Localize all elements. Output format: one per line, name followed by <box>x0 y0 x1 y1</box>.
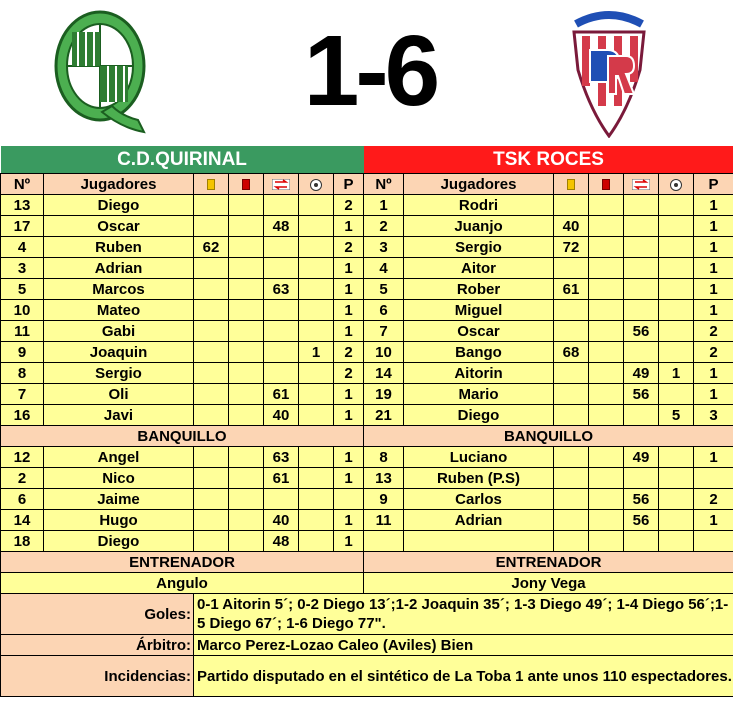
substitution-minute: 48 <box>264 216 299 237</box>
col-number: Nº <box>1 174 44 195</box>
home-bench-heading: BANQUILLO <box>1 426 364 447</box>
substitution-minute <box>624 405 659 426</box>
player-name: Oscar <box>404 321 554 342</box>
player-number: 14 <box>364 363 404 384</box>
player-row <box>1 468 733 489</box>
goals-label: Goles: <box>1 594 194 635</box>
match-header <box>0 0 733 146</box>
away-bench-heading: BANQUILLO <box>364 426 733 447</box>
yellow-card-minute <box>554 300 589 321</box>
referee-label: Árbitro: <box>1 635 194 656</box>
score-points: 1 <box>334 468 364 489</box>
goals <box>659 237 694 258</box>
player-name: Joaquin <box>44 342 194 363</box>
goals <box>299 321 334 342</box>
score-points: 1 <box>694 447 733 468</box>
red-card-icon <box>589 174 624 195</box>
player-name: Juanjo <box>404 216 554 237</box>
player-number: 4 <box>1 237 44 258</box>
yellow-card-minute <box>194 531 229 552</box>
goals <box>299 405 334 426</box>
yellow-card-minute <box>194 321 229 342</box>
substitution-icon <box>624 174 659 195</box>
player-number: 16 <box>1 405 44 426</box>
player-row <box>1 489 733 510</box>
goals <box>299 468 334 489</box>
red-card-minute <box>589 510 624 531</box>
substitution-minute <box>624 279 659 300</box>
substitution-minute: 56 <box>624 510 659 531</box>
score-points: 1 <box>334 405 364 426</box>
red-card-minute <box>589 342 624 363</box>
score-points: 2 <box>694 321 733 342</box>
score-points: 1 <box>694 237 733 258</box>
player-number: 2 <box>1 468 44 489</box>
score-points: 1 <box>694 279 733 300</box>
substitution-minute: 48 <box>264 531 299 552</box>
yellow-card-minute <box>194 279 229 300</box>
yellow-card-minute: 68 <box>554 342 589 363</box>
player-row <box>1 279 733 300</box>
substitution-minute: 40 <box>264 405 299 426</box>
player-number: 18 <box>1 531 44 552</box>
ball-icon <box>659 174 694 195</box>
player-number: 4 <box>364 258 404 279</box>
goals <box>659 216 694 237</box>
red-card-minute <box>229 531 264 552</box>
yellow-card-minute <box>194 258 229 279</box>
incidents-row <box>1 656 733 697</box>
yellow-card-minute <box>194 489 229 510</box>
player-name: Diego <box>404 405 554 426</box>
player-number: 9 <box>1 342 44 363</box>
goals <box>299 237 334 258</box>
goals <box>659 321 694 342</box>
red-card-minute <box>229 195 264 216</box>
goals <box>299 258 334 279</box>
player-row <box>1 321 733 342</box>
ball-icon <box>299 174 334 195</box>
substitution-minute <box>624 258 659 279</box>
player-name: Angel <box>44 447 194 468</box>
goals <box>299 510 334 531</box>
score-points: 2 <box>694 489 733 510</box>
score-points: 1 <box>334 300 364 321</box>
yellow-card-minute: 40 <box>554 216 589 237</box>
red-card-minute <box>229 342 264 363</box>
substitution-minute: 61 <box>264 384 299 405</box>
player-number: 10 <box>364 342 404 363</box>
bench-header-row <box>1 426 733 447</box>
substitution-minute <box>264 363 299 384</box>
substitution-icon <box>264 174 299 195</box>
player-name: Marcos <box>44 279 194 300</box>
col-players: Jugadores <box>404 174 554 195</box>
score-points: 1 <box>694 300 733 321</box>
player-name: Rober <box>404 279 554 300</box>
player-name: Diego <box>44 195 194 216</box>
red-card-minute <box>229 216 264 237</box>
red-card-minute <box>589 447 624 468</box>
goals <box>299 300 334 321</box>
substitution-minute: 56 <box>624 384 659 405</box>
substitution-minute <box>624 216 659 237</box>
incidents-label: Incidencias: <box>1 656 194 697</box>
player-number: 13 <box>364 468 404 489</box>
goals <box>299 489 334 510</box>
substitution-minute <box>624 531 659 552</box>
red-card-minute <box>229 321 264 342</box>
goals <box>659 468 694 489</box>
goals: 1 <box>659 363 694 384</box>
home-coach-heading: ENTRENADOR <box>1 552 364 573</box>
substitution-minute <box>264 237 299 258</box>
player-name: Rodri <box>404 195 554 216</box>
red-card-minute <box>589 363 624 384</box>
yellow-card-minute <box>554 405 589 426</box>
col-players: Jugadores <box>44 174 194 195</box>
coach-row <box>1 573 733 594</box>
player-number: 10 <box>1 300 44 321</box>
home-team-name: C.D.QUIRINAL <box>1 146 364 174</box>
goals <box>659 510 694 531</box>
yellow-card-minute <box>554 489 589 510</box>
player-name: Bango <box>404 342 554 363</box>
yellow-card-minute <box>194 405 229 426</box>
red-card-minute <box>229 363 264 384</box>
yellow-card-minute <box>554 321 589 342</box>
player-number: 11 <box>364 510 404 531</box>
red-card-minute <box>589 300 624 321</box>
red-card-minute <box>229 405 264 426</box>
red-card-minute <box>589 258 624 279</box>
player-number <box>364 531 404 552</box>
goals <box>659 279 694 300</box>
yellow-card-minute <box>554 363 589 384</box>
score-points: 2 <box>334 195 364 216</box>
away-team-name: TSK ROCES <box>364 146 733 174</box>
score-points: 1 <box>334 384 364 405</box>
substitution-minute: 49 <box>624 447 659 468</box>
player-number: 2 <box>364 216 404 237</box>
substitution-minute <box>264 321 299 342</box>
player-row <box>1 384 733 405</box>
goals <box>299 447 334 468</box>
column-header-row <box>1 174 733 195</box>
substitution-minute: 56 <box>624 489 659 510</box>
player-number: 13 <box>1 195 44 216</box>
player-name: Miguel <box>404 300 554 321</box>
player-row <box>1 363 733 384</box>
yellow-card-minute: 72 <box>554 237 589 258</box>
player-row <box>1 510 733 531</box>
red-card-minute <box>229 447 264 468</box>
away-coach-name: Jony Vega <box>364 573 733 594</box>
score-points: 1 <box>334 447 364 468</box>
player-row <box>1 195 733 216</box>
goals-value: 0-1 Aitorin 5´; 0-2 Diego 13´;1-2 Joaquin 35´; 1-3 Diego 49´; 1-4 Diego 56´;1-5 Diego 67´; 1-6 Diego 77". <box>194 594 733 635</box>
substitution-minute <box>264 489 299 510</box>
yellow-card-minute <box>554 258 589 279</box>
player-number: 9 <box>364 489 404 510</box>
goals <box>299 279 334 300</box>
coach-header-row <box>1 552 733 573</box>
player-name: Carlos <box>404 489 554 510</box>
score-points: 1 <box>694 363 733 384</box>
score-points: 2 <box>334 342 364 363</box>
substitution-minute <box>624 195 659 216</box>
incidents-value: Partido disputado en el sintético de La Toba 1 ante unos 110 espectadores. <box>194 656 733 697</box>
player-number: 5 <box>1 279 44 300</box>
red-card-minute <box>229 237 264 258</box>
yellow-card-icon <box>554 174 589 195</box>
red-card-minute <box>589 405 624 426</box>
score-points: 1 <box>694 510 733 531</box>
substitution-minute <box>624 237 659 258</box>
red-card-minute <box>589 384 624 405</box>
score-points: 1 <box>334 531 364 552</box>
red-card-minute <box>589 237 624 258</box>
yellow-card-minute <box>194 195 229 216</box>
away-team-logo <box>568 10 650 138</box>
score-points: 1 <box>694 216 733 237</box>
red-card-minute <box>229 489 264 510</box>
red-card-minute <box>229 384 264 405</box>
player-name: Aitor <box>404 258 554 279</box>
substitution-minute <box>264 195 299 216</box>
goals <box>659 258 694 279</box>
yellow-card-minute <box>194 342 229 363</box>
player-number: 11 <box>1 321 44 342</box>
substitution-minute: 56 <box>624 321 659 342</box>
player-name: Ruben <box>44 237 194 258</box>
goals <box>299 384 334 405</box>
score-points: 3 <box>694 405 733 426</box>
player-row <box>1 216 733 237</box>
referee-value: Marco Perez-Lozao Caleo (Aviles) Bien <box>194 635 733 656</box>
player-number: 19 <box>364 384 404 405</box>
substitution-minute <box>264 258 299 279</box>
player-row <box>1 258 733 279</box>
player-number: 5 <box>364 279 404 300</box>
player-row <box>1 531 733 552</box>
goals <box>299 216 334 237</box>
goals <box>299 195 334 216</box>
substitution-minute <box>624 300 659 321</box>
player-name: Sergio <box>44 363 194 384</box>
substitution-minute <box>264 342 299 363</box>
player-number: 1 <box>364 195 404 216</box>
yellow-card-minute <box>554 384 589 405</box>
score-points: 1 <box>694 258 733 279</box>
player-number: 3 <box>1 258 44 279</box>
player-number: 6 <box>364 300 404 321</box>
player-row <box>1 447 733 468</box>
yellow-card-minute <box>194 468 229 489</box>
player-name: Jaime <box>44 489 194 510</box>
substitution-minute <box>624 342 659 363</box>
player-name: Javi <box>44 405 194 426</box>
red-card-minute <box>229 279 264 300</box>
player-number: 8 <box>364 447 404 468</box>
player-name: Luciano <box>404 447 554 468</box>
goals: 5 <box>659 405 694 426</box>
red-card-minute <box>229 468 264 489</box>
away-coach-heading: ENTRENADOR <box>364 552 733 573</box>
red-card-minute <box>589 216 624 237</box>
score-points: 1 <box>334 279 364 300</box>
player-row <box>1 300 733 321</box>
referee-row <box>1 635 733 656</box>
score-points: 1 <box>334 321 364 342</box>
player-name: Oli <box>44 384 194 405</box>
goals: 1 <box>299 342 334 363</box>
player-row <box>1 342 733 363</box>
goals <box>659 342 694 363</box>
col-number: Nº <box>364 174 404 195</box>
player-name <box>404 531 554 552</box>
substitution-minute: 63 <box>264 279 299 300</box>
score-points: 1 <box>694 384 733 405</box>
home-team-logo <box>52 8 152 138</box>
score-points: 2 <box>694 342 733 363</box>
home-coach-name: Angulo <box>1 573 364 594</box>
red-card-minute <box>229 510 264 531</box>
score-points <box>694 468 733 489</box>
player-name: Diego <box>44 531 194 552</box>
player-number: 17 <box>1 216 44 237</box>
player-row <box>1 237 733 258</box>
player-number: 12 <box>1 447 44 468</box>
substitution-minute: 40 <box>264 510 299 531</box>
yellow-card-icon <box>194 174 229 195</box>
goals <box>659 300 694 321</box>
player-name: Mateo <box>44 300 194 321</box>
red-card-minute <box>589 195 624 216</box>
score-points: 1 <box>334 216 364 237</box>
red-card-minute <box>589 468 624 489</box>
goals <box>299 363 334 384</box>
player-name: Ruben (P.S) <box>404 468 554 489</box>
player-name: Adrian <box>404 510 554 531</box>
yellow-card-minute <box>554 195 589 216</box>
red-card-minute <box>589 279 624 300</box>
score-points: 2 <box>334 237 364 258</box>
red-card-minute <box>589 489 624 510</box>
player-name: Mario <box>404 384 554 405</box>
player-number: 7 <box>364 321 404 342</box>
yellow-card-minute <box>194 363 229 384</box>
score-points: 2 <box>334 363 364 384</box>
yellow-card-minute <box>554 531 589 552</box>
substitution-minute: 49 <box>624 363 659 384</box>
yellow-card-minute <box>194 384 229 405</box>
score-points: 1 <box>334 258 364 279</box>
goals <box>659 489 694 510</box>
player-name: Hugo <box>44 510 194 531</box>
goals <box>659 384 694 405</box>
yellow-card-minute <box>554 468 589 489</box>
player-name: Oscar <box>44 216 194 237</box>
player-name: Adrian <box>44 258 194 279</box>
player-number: 14 <box>1 510 44 531</box>
yellow-card-minute <box>194 216 229 237</box>
player-name: Sergio <box>404 237 554 258</box>
player-number: 7 <box>1 384 44 405</box>
col-p: P <box>334 174 364 195</box>
goals <box>299 531 334 552</box>
yellow-card-minute <box>194 300 229 321</box>
goals <box>659 531 694 552</box>
player-number: 6 <box>1 489 44 510</box>
yellow-card-minute: 62 <box>194 237 229 258</box>
red-card-icon <box>229 174 264 195</box>
player-name: Nico <box>44 468 194 489</box>
substitution-minute <box>264 300 299 321</box>
yellow-card-minute <box>554 447 589 468</box>
goals-row <box>1 594 733 635</box>
player-name: Gabi <box>44 321 194 342</box>
player-name: Aitorin <box>404 363 554 384</box>
match-sheet-table <box>0 146 733 697</box>
substitution-minute <box>624 468 659 489</box>
score-points: 1 <box>694 195 733 216</box>
yellow-card-minute <box>554 510 589 531</box>
player-row <box>1 405 733 426</box>
score-points: 1 <box>334 510 364 531</box>
match-score: 1-6 <box>303 15 437 127</box>
player-number: 21 <box>364 405 404 426</box>
yellow-card-minute <box>194 510 229 531</box>
substitution-minute: 63 <box>264 447 299 468</box>
player-number: 8 <box>1 363 44 384</box>
score-points <box>694 531 733 552</box>
red-card-minute <box>229 300 264 321</box>
goals <box>659 195 694 216</box>
yellow-card-minute <box>194 447 229 468</box>
player-number: 3 <box>364 237 404 258</box>
goals <box>659 447 694 468</box>
col-p: P <box>694 174 733 195</box>
red-card-minute <box>229 258 264 279</box>
yellow-card-minute: 61 <box>554 279 589 300</box>
score-points <box>334 489 364 510</box>
red-card-minute <box>589 531 624 552</box>
substitution-minute: 61 <box>264 468 299 489</box>
red-card-minute <box>589 321 624 342</box>
